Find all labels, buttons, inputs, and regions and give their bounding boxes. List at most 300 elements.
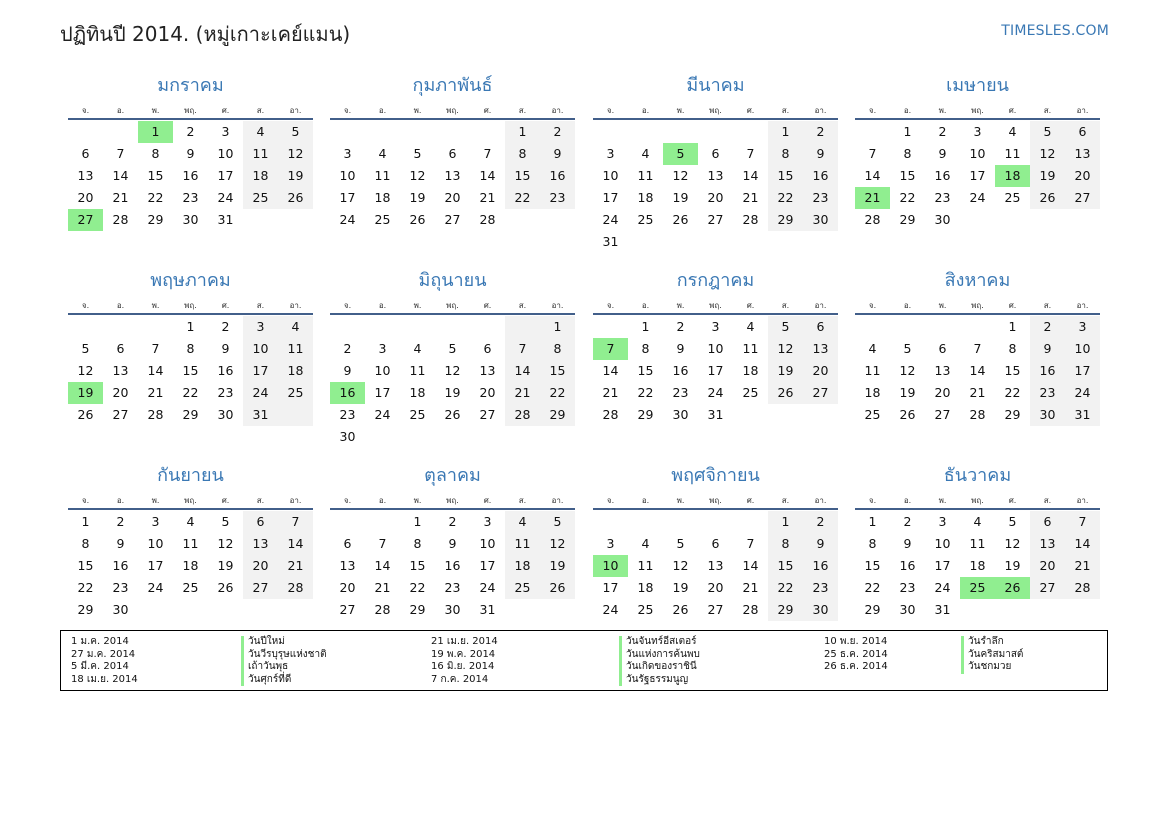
day-cell: 24 xyxy=(339,212,356,227)
day-cell: 5 xyxy=(413,146,422,161)
holiday-day: 27 xyxy=(68,209,103,231)
day-cell: 26 xyxy=(409,212,426,227)
day-cell: 28 xyxy=(742,602,759,617)
day-cell: 12 xyxy=(287,146,304,161)
weekday-header: อา. xyxy=(1076,496,1089,505)
day-cell: 27 xyxy=(707,212,724,227)
day-cell: 5 xyxy=(781,319,790,334)
weekday-header: พ. xyxy=(413,106,422,115)
weekday-header: พ. xyxy=(938,106,947,115)
header-rule xyxy=(855,313,1100,315)
day-cell: 5 xyxy=(1008,514,1017,529)
day-cell: 2 xyxy=(816,124,825,139)
day-cell: 31 xyxy=(252,407,269,422)
day-cell: 28 xyxy=(112,212,129,227)
day-cell: 8 xyxy=(186,341,195,356)
day-cell: 6 xyxy=(938,341,947,356)
day-cell: 26 xyxy=(672,602,689,617)
day-cell: 11 xyxy=(252,146,269,161)
day-cell: 22 xyxy=(777,190,794,205)
header-rule xyxy=(330,313,575,315)
day-cell: 15 xyxy=(77,558,94,573)
day-cell: 14 xyxy=(969,363,986,378)
day-cell: 20 xyxy=(1039,558,1056,573)
day-cell: 17 xyxy=(147,558,164,573)
day-cell: 30 xyxy=(934,212,951,227)
month-name: กรกฎาคม xyxy=(676,270,755,291)
day-cell: 7 xyxy=(868,146,877,161)
holiday-day: 18 xyxy=(995,165,1030,187)
day-cell: 12 xyxy=(409,168,426,183)
day-cell: 1 xyxy=(518,124,527,139)
day-cell: 6 xyxy=(256,514,265,529)
day-cell: 9 xyxy=(448,536,457,551)
day-cell: 26 xyxy=(549,580,566,595)
day-cell: 17 xyxy=(339,190,356,205)
day-cell: 18 xyxy=(742,363,759,378)
weekday-header: ศ. xyxy=(1008,496,1017,505)
weekday-header: ส. xyxy=(781,496,790,505)
day-cell: 5 xyxy=(81,341,90,356)
day-cell: 23 xyxy=(182,190,199,205)
day-cell: 23 xyxy=(549,190,566,205)
day-cell: 27 xyxy=(339,602,356,617)
weekday-header: พ. xyxy=(413,301,422,310)
day-cell: 1 xyxy=(868,514,877,529)
day-cell: 21 xyxy=(969,385,986,400)
day-cell: 27 xyxy=(112,407,129,422)
day-cell: 4 xyxy=(291,319,300,334)
weekday-header: พ. xyxy=(676,106,685,115)
weekday-header: พฤ. xyxy=(709,496,722,505)
day-cell: 6 xyxy=(448,146,457,161)
weekday-header: ส. xyxy=(518,496,527,505)
day-cell: 2 xyxy=(448,514,457,529)
day-cell: 13 xyxy=(252,536,269,551)
day-cell: 13 xyxy=(934,363,951,378)
day-cell: 15 xyxy=(1004,363,1021,378)
day-cell: 12 xyxy=(444,363,461,378)
day-cell: 24 xyxy=(252,385,269,400)
day-cell: 24 xyxy=(934,580,951,595)
day-cell: 8 xyxy=(868,536,877,551)
legend-holiday-name: วันคริสมาสต์ xyxy=(968,648,1024,660)
day-cell: 23 xyxy=(934,190,951,205)
day-cell: 11 xyxy=(969,536,986,551)
day-cell: 16 xyxy=(217,363,234,378)
weekday-header: พฤ. xyxy=(184,106,197,115)
day-cell: 21 xyxy=(514,385,531,400)
day-cell: 6 xyxy=(711,146,720,161)
day-cell: 5 xyxy=(903,341,912,356)
legend-date: 16 มิ.ย. 2014 xyxy=(431,661,495,672)
day-cell: 27 xyxy=(479,407,496,422)
day-cell: 4 xyxy=(413,341,422,356)
day-cell: 9 xyxy=(221,341,230,356)
day-cell: 21 xyxy=(742,190,759,205)
day-cell: 16 xyxy=(112,558,129,573)
day-cell: 9 xyxy=(903,536,912,551)
day-cell: 17 xyxy=(969,168,986,183)
day-cell: 9 xyxy=(676,341,685,356)
day-cell: 28 xyxy=(864,212,881,227)
day-cell: 17 xyxy=(252,363,269,378)
day-cell: 7 xyxy=(1078,514,1087,529)
day-cell: 4 xyxy=(746,319,755,334)
month-name: ตุลาคม xyxy=(424,465,481,486)
weekday-header: อา. xyxy=(814,106,827,115)
day-cell: 15 xyxy=(514,168,531,183)
day-cell: 29 xyxy=(182,407,199,422)
day-cell: 9 xyxy=(938,146,947,161)
day-cell: 8 xyxy=(903,146,912,161)
day-cell: 14 xyxy=(514,363,531,378)
weekday-header: ศ. xyxy=(221,496,230,505)
day-cell: 31 xyxy=(217,212,234,227)
weekday-header: อ. xyxy=(641,496,650,505)
day-cell: 2 xyxy=(1043,319,1052,334)
day-cell: 20 xyxy=(934,385,951,400)
day-cell: 10 xyxy=(1074,341,1091,356)
weekday-header: ศ. xyxy=(221,106,230,115)
day-cell: 5 xyxy=(1043,124,1052,139)
weekday-header: อา. xyxy=(1076,301,1089,310)
day-cell: 29 xyxy=(899,212,916,227)
weekday-header: อ. xyxy=(378,496,387,505)
holiday-day: 10 xyxy=(593,555,628,577)
day-cell: 28 xyxy=(287,580,304,595)
day-cell: 22 xyxy=(899,190,916,205)
day-cell: 13 xyxy=(479,363,496,378)
day-cell: 30 xyxy=(112,602,129,617)
day-cell: 11 xyxy=(864,363,881,378)
day-cell: 1 xyxy=(641,319,650,334)
day-cell: 18 xyxy=(637,190,654,205)
day-cell: 21 xyxy=(602,385,619,400)
day-cell: 10 xyxy=(934,536,951,551)
day-cell: 9 xyxy=(553,146,562,161)
day-cell: 4 xyxy=(186,514,195,529)
day-cell: 19 xyxy=(672,190,689,205)
legend-name-column xyxy=(961,636,1023,674)
weekday-header: ศ. xyxy=(221,301,230,310)
day-cell: 3 xyxy=(378,341,387,356)
legend-date-column xyxy=(431,636,498,686)
weekday-header: พฤ. xyxy=(184,301,197,310)
weekday-header: จ. xyxy=(868,496,877,505)
weekday-header: อ. xyxy=(641,106,650,115)
day-cell: 4 xyxy=(256,124,265,139)
day-cell: 2 xyxy=(938,124,947,139)
day-cell: 15 xyxy=(182,363,199,378)
weekday-header: จ. xyxy=(606,301,615,310)
day-cell: 19 xyxy=(217,558,234,573)
day-cell: 3 xyxy=(711,319,720,334)
day-cell: 10 xyxy=(252,341,269,356)
day-cell: 29 xyxy=(864,602,881,617)
day-cell: 14 xyxy=(602,363,619,378)
day-cell: 15 xyxy=(637,363,654,378)
day-cell: 1 xyxy=(1008,319,1017,334)
day-cell: 8 xyxy=(781,146,790,161)
day-cell: 23 xyxy=(1039,385,1056,400)
day-cell: 25 xyxy=(182,580,199,595)
day-cell: 31 xyxy=(602,234,619,249)
day-cell: 30 xyxy=(812,602,829,617)
day-cell: 18 xyxy=(182,558,199,573)
day-cell: 15 xyxy=(409,558,426,573)
weekday-header: ส. xyxy=(781,301,790,310)
day-cell: 28 xyxy=(374,602,391,617)
day-cell: 8 xyxy=(518,146,527,161)
day-cell: 16 xyxy=(899,558,916,573)
day-cell: 14 xyxy=(287,536,304,551)
day-cell: 29 xyxy=(77,602,94,617)
weekday-header: พ. xyxy=(413,496,422,505)
day-cell: 27 xyxy=(1039,580,1056,595)
legend-holiday-name: วันจันทร์อีสเตอร์ xyxy=(626,636,697,647)
day-cell: 26 xyxy=(899,407,916,422)
day-cell: 20 xyxy=(77,190,94,205)
legend-date: 19 พ.ค. 2014 xyxy=(431,648,496,660)
day-cell: 8 xyxy=(81,536,90,551)
day-cell: 12 xyxy=(1039,146,1056,161)
day-cell: 30 xyxy=(182,212,199,227)
day-cell: 25 xyxy=(742,385,759,400)
weekday-header: ศ. xyxy=(746,106,755,115)
day-cell: 11 xyxy=(409,363,426,378)
weekday-header: จ. xyxy=(868,301,877,310)
day-cell: 28 xyxy=(602,407,619,422)
day-cell: 18 xyxy=(374,190,391,205)
day-cell: 7 xyxy=(973,341,982,356)
holiday-day: 1 xyxy=(138,121,173,143)
day-cell: 22 xyxy=(77,580,94,595)
weekday-header: อา. xyxy=(289,496,302,505)
weekday-header: ส. xyxy=(256,106,265,115)
site-logo-text[interactable]: TIMESLES.COM xyxy=(1001,23,1109,39)
legend-holiday-name: วันชกมวย xyxy=(968,661,1012,672)
day-cell: 2 xyxy=(903,514,912,529)
day-cell: 16 xyxy=(1039,363,1056,378)
calendar-grid xyxy=(68,70,1102,620)
day-cell: 25 xyxy=(864,407,881,422)
weekday-header: ศ. xyxy=(483,496,492,505)
legend-date-column xyxy=(824,636,888,674)
header-rule xyxy=(855,118,1100,120)
day-cell: 25 xyxy=(1004,190,1021,205)
day-cell: 23 xyxy=(444,580,461,595)
day-cell: 27 xyxy=(252,580,269,595)
weekday-header: พฤ. xyxy=(709,301,722,310)
day-cell: 15 xyxy=(147,168,164,183)
day-cell: 27 xyxy=(812,385,829,400)
day-cell: 20 xyxy=(252,558,269,573)
weekday-header: ศ. xyxy=(746,301,755,310)
weekday-header: ส. xyxy=(256,301,265,310)
day-cell: 3 xyxy=(151,514,160,529)
day-cell: 30 xyxy=(1039,407,1056,422)
weekday-header: พฤ. xyxy=(446,301,459,310)
day-cell: 25 xyxy=(374,212,391,227)
day-cell: 13 xyxy=(112,363,129,378)
day-cell: 17 xyxy=(602,190,619,205)
day-cell: 10 xyxy=(969,146,986,161)
weekday-header: อ. xyxy=(903,106,912,115)
weekday-header: พ. xyxy=(676,496,685,505)
weekday-header: ศ. xyxy=(1008,301,1017,310)
day-cell: 11 xyxy=(287,341,304,356)
day-cell: 13 xyxy=(707,168,724,183)
holiday-day: 16 xyxy=(330,382,365,404)
weekday-header: อา. xyxy=(289,301,302,310)
day-cell: 16 xyxy=(549,168,566,183)
legend-holiday-name: วันเกิดของราชินี xyxy=(626,661,697,672)
day-cell: 7 xyxy=(291,514,300,529)
day-cell: 19 xyxy=(1039,168,1056,183)
day-cell: 14 xyxy=(112,168,129,183)
day-cell: 30 xyxy=(217,407,234,422)
legend-holiday-name: เถ้าวันพุธ xyxy=(248,661,289,672)
day-cell: 21 xyxy=(112,190,129,205)
weekday-header: ส. xyxy=(256,496,265,505)
day-cell: 12 xyxy=(1004,536,1021,551)
header-rule xyxy=(593,313,838,315)
day-cell: 15 xyxy=(899,168,916,183)
day-cell: 27 xyxy=(444,212,461,227)
day-cell: 29 xyxy=(409,602,426,617)
day-cell: 19 xyxy=(549,558,566,573)
day-cell: 28 xyxy=(514,407,531,422)
day-cell: 8 xyxy=(553,341,562,356)
day-cell: 22 xyxy=(514,190,531,205)
day-cell: 5 xyxy=(448,341,457,356)
day-cell: 28 xyxy=(479,212,496,227)
header-rule xyxy=(68,118,313,120)
weekday-header: ศ. xyxy=(1008,106,1017,115)
day-cell: 10 xyxy=(339,168,356,183)
day-cell: 8 xyxy=(1008,341,1017,356)
legend-holiday-name: วันศุกร์ที่ดี xyxy=(248,673,292,685)
month-name: เมษายน xyxy=(946,75,1009,96)
weekday-header: พ. xyxy=(151,106,160,115)
day-cell: 9 xyxy=(816,536,825,551)
day-cell: 21 xyxy=(1074,558,1091,573)
day-cell: 22 xyxy=(147,190,164,205)
day-cell: 23 xyxy=(672,385,689,400)
day-cell: 10 xyxy=(374,363,391,378)
day-cell: 23 xyxy=(112,580,129,595)
day-cell: 16 xyxy=(182,168,199,183)
day-cell: 6 xyxy=(1043,514,1052,529)
day-cell: 12 xyxy=(549,536,566,551)
day-cell: 18 xyxy=(409,385,426,400)
weekday-header: พ. xyxy=(938,301,947,310)
day-cell: 10 xyxy=(147,536,164,551)
day-cell: 4 xyxy=(973,514,982,529)
day-cell: 3 xyxy=(221,124,230,139)
day-cell: 10 xyxy=(707,341,724,356)
day-cell: 3 xyxy=(483,514,492,529)
day-cell: 12 xyxy=(672,168,689,183)
day-cell: 20 xyxy=(812,363,829,378)
day-cell: 22 xyxy=(409,580,426,595)
day-cell: 7 xyxy=(151,341,160,356)
day-cell: 1 xyxy=(413,514,422,529)
day-cell: 13 xyxy=(707,558,724,573)
legend-date: 10 พ.ย. 2014 xyxy=(824,636,888,647)
day-cell: 22 xyxy=(777,580,794,595)
day-cell: 21 xyxy=(374,580,391,595)
legend-holiday-name: วันวีรบุรุษแห่งชาติ xyxy=(248,648,327,660)
day-cell: 30 xyxy=(339,429,356,444)
holiday-day: 26 xyxy=(995,577,1030,599)
legend-date: 26 ธ.ค. 2014 xyxy=(824,661,888,672)
day-cell: 11 xyxy=(514,536,531,551)
day-cell: 4 xyxy=(518,514,527,529)
day-cell: 4 xyxy=(641,536,650,551)
weekday-header: อา. xyxy=(814,496,827,505)
weekday-header: พฤ. xyxy=(971,106,984,115)
weekday-header: อา. xyxy=(814,301,827,310)
day-cell: 24 xyxy=(217,190,234,205)
day-cell: 14 xyxy=(479,168,496,183)
day-cell: 19 xyxy=(672,580,689,595)
day-cell: 19 xyxy=(777,363,794,378)
day-cell: 27 xyxy=(1074,190,1091,205)
weekday-header: พ. xyxy=(676,301,685,310)
day-cell: 9 xyxy=(343,363,352,378)
month-name: มิถุนายน xyxy=(418,270,487,291)
day-cell: 21 xyxy=(287,558,304,573)
weekday-header: พฤ. xyxy=(446,106,459,115)
month-name: พฤษภาคม xyxy=(150,270,231,291)
day-cell: 12 xyxy=(777,341,794,356)
day-cell: 2 xyxy=(186,124,195,139)
day-cell: 31 xyxy=(707,407,724,422)
day-cell: 29 xyxy=(637,407,654,422)
day-cell: 5 xyxy=(676,536,685,551)
day-cell: 16 xyxy=(812,168,829,183)
weekday-header: ส. xyxy=(518,301,527,310)
day-cell: 11 xyxy=(374,168,391,183)
weekday-header: จ. xyxy=(343,301,352,310)
weekday-header: ศ. xyxy=(483,301,492,310)
legend-date: 1 ม.ค. 2014 xyxy=(71,636,129,647)
day-cell: 3 xyxy=(973,124,982,139)
day-cell: 3 xyxy=(256,319,265,334)
day-cell: 19 xyxy=(1004,558,1021,573)
weekday-header: พฤ. xyxy=(709,106,722,115)
day-cell: 3 xyxy=(606,536,615,551)
day-cell: 13 xyxy=(444,168,461,183)
holiday-legend xyxy=(60,630,1108,691)
day-cell: 8 xyxy=(151,146,160,161)
day-cell: 19 xyxy=(287,168,304,183)
day-cell: 7 xyxy=(746,146,755,161)
header-rule xyxy=(68,313,313,315)
day-cell: 21 xyxy=(147,385,164,400)
day-cell: 26 xyxy=(444,407,461,422)
day-cell: 15 xyxy=(777,558,794,573)
legend-date: 25 ธ.ค. 2014 xyxy=(824,648,888,660)
day-cell: 18 xyxy=(969,558,986,573)
day-cell: 28 xyxy=(969,407,986,422)
day-cell: 8 xyxy=(413,536,422,551)
day-cell: 24 xyxy=(602,602,619,617)
legend-date: 7 ก.ค. 2014 xyxy=(431,673,489,685)
weekday-header: จ. xyxy=(868,106,877,115)
